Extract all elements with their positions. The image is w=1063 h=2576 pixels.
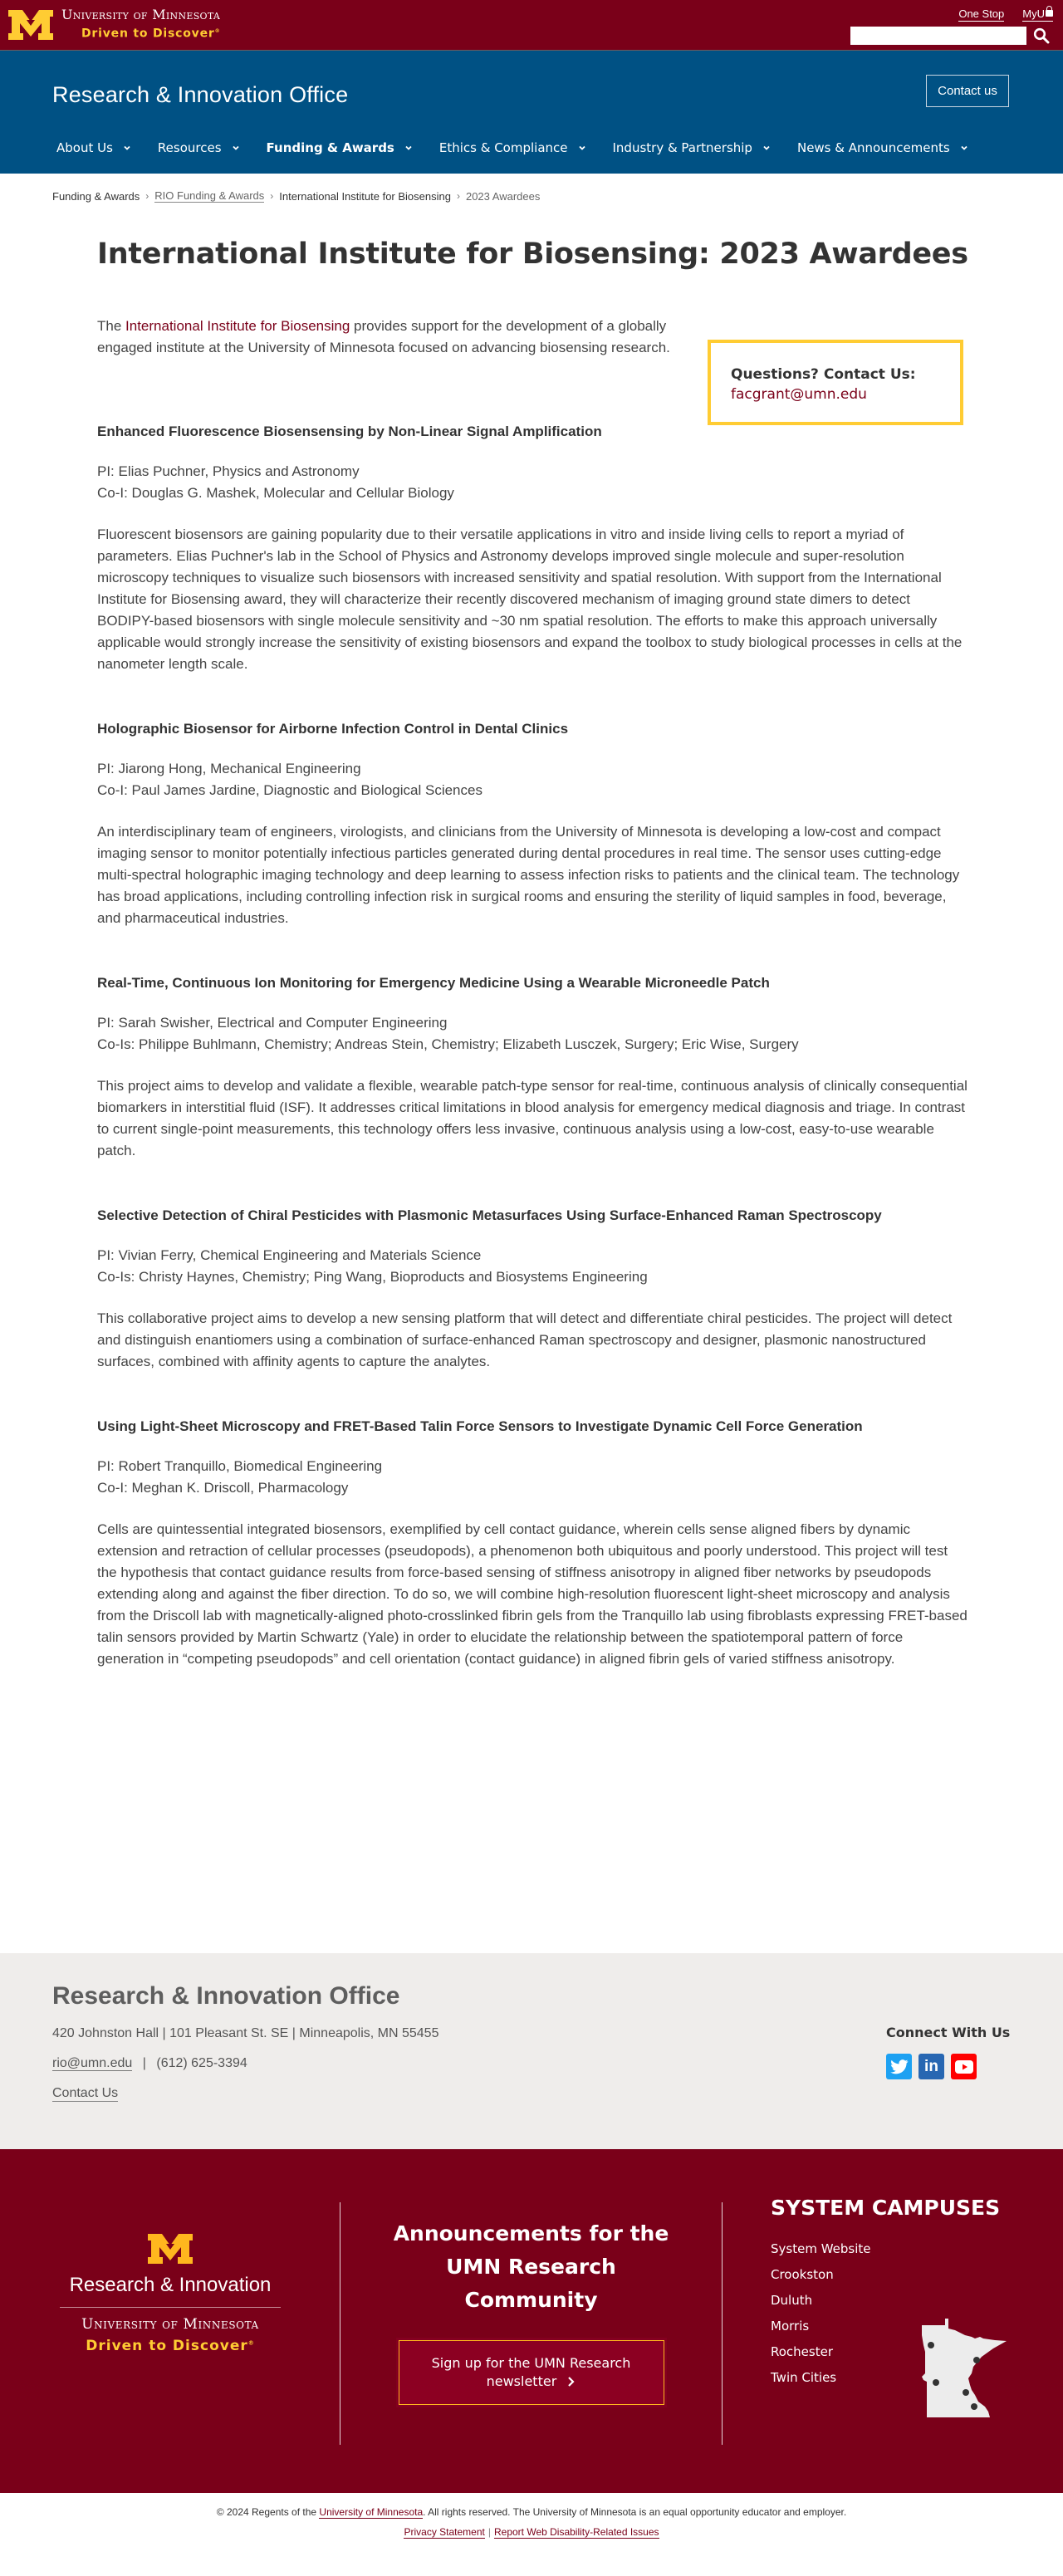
chevron-down-icon [762, 144, 771, 152]
award-coi: Co-Is: Philippe Buhlmann, Chemistry; Andreas Stein, Chemistry; Elizabeth Lusczek, Surgery; Eric Wise, Surgery [97, 1036, 799, 1052]
legal-links [0, 2526, 1063, 2538]
footer-email-link[interactable]: rio@umn.edu [52, 2056, 133, 2070]
contact-heading: Questions? Contact Us: [731, 366, 916, 383]
award-item [97, 971, 969, 1162]
campus-link[interactable]: Duluth [771, 2293, 813, 2308]
signup-line-2 [487, 2373, 576, 2391]
campus-link[interactable]: Crookston [771, 2267, 834, 2282]
award-description: This project aims to develop and validate a flexible, wearable patch-type sensor for real-time, continuous analysis of clinically consequential biomarkers in interstitial fluid (ISF). It addresses critical limitations in blood analysis for emergency medical diagnosis and triage. In contrast to current single-point measurements, this technology offers less invasive, continuous analysis using a low-cost, easy-to-use wearable patch. [97, 1078, 967, 1158]
signup-line: newsletter [486, 2373, 557, 2389]
footer-tagline: Driven to Discover® [86, 2338, 255, 2354]
linkedin-link[interactable] [918, 2054, 944, 2079]
footer-contact-line [52, 2056, 247, 2071]
award-investigators [97, 1012, 969, 1055]
announcements-heading-line: UMN Research [446, 2255, 616, 2279]
chevron-down-icon [232, 144, 240, 152]
intro-text-after: provides support for the development of a globally engaged institute at the University of Minnesota focused on advancing biosensing research. [97, 318, 670, 355]
linkedin-icon: in [924, 2057, 938, 2075]
university-name: University of Minnesota [61, 7, 221, 22]
award-description: Fluorescent biosensors are gaining popularity due to their versatile applications in vitro and inside living cells to report a myriad of parameters. Elias Puchner's lab in the School of Physics and Astronomy develops improved single molecule and super-resolution microscopy techniques to visualize such biosensors with increased sensitivity and spatial resolution. With support from the International Institute for Biosensing award, they will characterize their recently discovered mechanism of imaging ground state dimers to detect BODIPY-based biosensors with single molecule sensitivity and ~30 nm spatial resolution. The efforts to make this approach universally applicable would strongly increase the sensitivity of existing biosensors and expand the toolbox to study biological processes in cells at the nanometer length scale. [97, 526, 963, 672]
nav-item-resources[interactable] [158, 140, 240, 155]
chevron-down-icon [960, 144, 968, 152]
chevron-down-icon [123, 144, 131, 152]
footer-logo-divider [60, 2307, 281, 2308]
breadcrumb-separator-icon: › [270, 190, 274, 202]
footer-address: 420 Johnston Hall | 101 Pleasant St. SE | Minneapolis, MN 55455 [52, 2026, 439, 2040]
announcements-column [340, 2149, 722, 2405]
footer-contact-us-link[interactable]: Contact Us [52, 2086, 119, 2100]
award-item [97, 419, 969, 675]
footer-maroon [0, 2149, 1063, 2493]
main-nav [56, 122, 995, 174]
breadcrumb-item[interactable]: RIO Funding & Awards [154, 189, 265, 202]
announcements-heading [340, 2217, 722, 2317]
utility-links [958, 7, 1053, 22]
legal-separator: | [487, 2526, 491, 2538]
footer-logo-column [0, 2149, 340, 2493]
minnesota-map-icon [920, 2319, 1012, 2418]
footer-logo-title: Research & Innovation [69, 2274, 272, 2296]
nav-item-funding-awards[interactable] [267, 140, 413, 155]
footer-university-name: University of Minnesota [81, 2316, 259, 2333]
youtube-link[interactable] [951, 2054, 977, 2079]
nav-item-label: About Us [56, 140, 113, 155]
privacy-statement-link[interactable]: Privacy Statement [404, 2526, 485, 2538]
nav-item-news-announcements[interactable] [797, 140, 968, 155]
block-m-logo-icon [7, 8, 55, 42]
contact-email-link[interactable]: facgrant@umn.edu [731, 386, 867, 403]
award-pi: PI: Vivian Ferry, Chemical Engineering and Materials Science [97, 1247, 482, 1263]
award-description: Cells are quintessential integrated biosensors, exemplified by cell contact guidance, wherein cells sense aligned fibers by dynamic extension and retraction of cellular processes (pseudopods), a phenomenon both ubiquitous and poorly understood. This project will test the hypothesis that contact guidance results from force-based sensing of stiffness anisotropy in aligned fiber networks by pseudopods extending along and against the fiber direction. To do so, we will combine high-resolution fluorescent light-sheet microscopy and analysis from the Driscoll lab with magnetically-aligned photo-crosslinked fibrin gels from the Tranquillo lab using fibroblasts expressing FRET-based talin sensors provided by Martin Schwartz (Yale) in order to elucidate the relationship between the spatiotemporal pattern of force generation in “competing pseudopods” and cell orientation (contact guidance) in aligned fibrin gels of varied stiffness anisotropy. [97, 1521, 967, 1667]
myu-link[interactable] [1022, 7, 1053, 22]
chevron-down-icon [404, 144, 413, 152]
newsletter-signup-button[interactable] [399, 2340, 664, 2405]
main-content [0, 174, 1063, 1953]
award-investigators [97, 758, 969, 801]
search-button[interactable] [1030, 27, 1053, 45]
nav-item-label: Ethics & Compliance [438, 140, 568, 155]
umn-link[interactable]: University of Minnesota [319, 2506, 424, 2518]
award-pi: PI: Robert Tranquillo, Biomedical Engineering [97, 1458, 383, 1474]
award-coi: Co-I: Paul James Jardine, Diagnostic and Biological Sciences [97, 782, 483, 798]
nav-item-label: News & Announcements [796, 140, 950, 155]
copyright-text-after: . All rights reserved. The University of Minnesota is an equal opportunity educator and employer. [423, 2506, 847, 2518]
search-icon [1033, 27, 1050, 44]
award-title: Holographic Biosensor for Airborne Infection Control in Dental Clinics [97, 721, 569, 737]
award-investigators [97, 1456, 969, 1499]
intro-paragraph [97, 316, 678, 359]
nav-item-label: Funding & Awards [266, 140, 394, 155]
breadcrumb-item[interactable]: International Institute for Biosensing [279, 189, 451, 203]
award-item [97, 1414, 969, 1670]
copyright-text: © 2024 Regents of the [216, 2506, 320, 2518]
award-title: Real-Time, Continuous Ion Monitoring for Emergency Medicine Using a Wearable Microneedle Patch [97, 975, 770, 991]
chevron-down-icon [578, 144, 586, 152]
award-pi: PI: Elias Puchner, Physics and Astronomy [97, 463, 360, 479]
announcements-heading-line: Community [464, 2288, 598, 2312]
legal-footer [0, 2493, 1063, 2576]
award-title: Selective Detection of Chiral Pesticides with Plasmonic Metasurfaces Using Surface-Enhanced Raman Spectroscopy [97, 1207, 882, 1223]
institute-link[interactable]: International Institute for Biosensing [125, 318, 350, 334]
campus-link[interactable]: System Website [771, 2241, 871, 2256]
search-form [850, 27, 1053, 45]
breadcrumb [52, 189, 540, 203]
nav-item-industry-partnership[interactable] [613, 140, 771, 155]
twitter-link[interactable] [886, 2054, 912, 2079]
campus-list-item [771, 2236, 1000, 2262]
connect-title: Connect With Us [886, 2025, 1011, 2040]
tagline-text: Driven to Discover [81, 27, 215, 41]
award-coi: Co-I: Douglas G. Mashek, Molecular and Cellular Biology [97, 485, 454, 501]
award-title: Enhanced Fluorescence Biosensensing by Non-Linear Signal Amplification [97, 424, 602, 439]
campus-list-item [771, 2262, 1000, 2288]
award-coi: Co-Is: Christy Haynes, Chemistry; Ping Wang, Bioproducts and Biosystems Engineering [97, 1269, 648, 1285]
nav-item-label: Industry & Partnership [612, 140, 752, 155]
twitter-icon [890, 2059, 909, 2074]
award-coi: Co-I: Meghan K. Driscoll, Pharmacology [97, 1480, 349, 1496]
campus-link[interactable]: Morris [771, 2319, 810, 2334]
footer-info [0, 1953, 1063, 2149]
campuses-heading: SYSTEM CAMPUSES [771, 2196, 1001, 2220]
copyright-line [0, 2506, 1063, 2518]
contact-us-button[interactable]: Contact us [926, 75, 1009, 107]
footer-logo[interactable] [0, 2232, 340, 2354]
award-description: This collaborative project aims to develop a new sensing platform that will detect and differentiate chiral pesticides. The project will detect and distinguish enantiomers using a combination of surface-enhanced Raman spectroscopy and designer, plasmonic nanostructured surfaces, combined with affinity agents to capture the analytes. [97, 1310, 953, 1369]
lock-icon [1046, 10, 1053, 17]
umn-header [0, 0, 1063, 51]
footer-tagline-text: Driven to Discover [86, 2338, 248, 2354]
footer-divider [722, 2202, 723, 2445]
umn-logo-link[interactable] [7, 7, 220, 42]
breadcrumb-separator-icon: › [456, 190, 460, 202]
award-pi: PI: Sarah Swisher, Electrical and Computer Engineering [97, 1015, 448, 1031]
connect-with-us [886, 2025, 1010, 2079]
myu-label: MyU [1022, 7, 1045, 20]
breadcrumb-item: 2023 Awardees [465, 189, 541, 203]
youtube-icon [954, 2059, 974, 2074]
umn-tagline: Driven to Discover® [81, 27, 221, 41]
site-header [0, 51, 1063, 174]
campus-list-item [771, 2288, 1000, 2314]
chevron-right-icon [567, 2377, 576, 2387]
award-item [97, 717, 969, 929]
award-title: Using Light-Sheet Microscopy and FRET-Based Talin Force Sensors to Investigate Dynamic Cell Force Generation [97, 1418, 863, 1434]
breadcrumb-item[interactable]: Funding & Awards [52, 189, 140, 203]
campus-link[interactable]: Twin Cities [771, 2370, 837, 2385]
award-investigators [97, 1245, 969, 1288]
announcements-heading-line: Announcements for the [393, 2221, 669, 2245]
award-investigators [97, 461, 969, 504]
social-links [886, 2054, 1010, 2079]
footer-phone: (612) 625-3394 [156, 2056, 247, 2070]
block-m-logo-icon [143, 2232, 198, 2265]
one-stop-link[interactable]: One Stop [958, 7, 1005, 20]
signup-line: Sign up for the UMN Research [431, 2355, 631, 2371]
footer-office-title: Research & Innovation Office [52, 1982, 400, 2010]
footer-separator: | [142, 2056, 146, 2070]
intro-text-before: The [97, 318, 126, 334]
awards-list [97, 419, 969, 1712]
campus-link[interactable]: Rochester [771, 2344, 833, 2359]
breadcrumb-separator-icon: › [145, 190, 149, 202]
nav-item-label: Resources [157, 140, 222, 155]
nav-item-ethics-compliance[interactable] [439, 140, 586, 155]
search-input[interactable] [850, 27, 1026, 45]
award-item [97, 1203, 969, 1373]
award-pi: PI: Jiarong Hong, Mechanical Engineering [97, 761, 361, 776]
site-title[interactable]: Research & Innovation Office [52, 82, 349, 107]
page-title: International Institute for Biosensing: 2023 Awardees [97, 238, 968, 271]
report-disability-issues-link[interactable]: Report Web Disability-Related Issues [493, 2526, 659, 2538]
nav-item-about-us[interactable] [56, 140, 131, 155]
award-description: An interdisciplinary team of engineers, virologists, and clinicians from the University of Minnesota is developing a low-cost and compact imaging sensor to monitor potentially infectious particles generated during dental procedures in real time. The sensor uses cutting-edge multi-spectral holographic imaging technology and deep learning to assess infection risks to patients and the clinical team. The technology has broad applications, including controlling infection risk in surgical rooms and ensuring the sterility of liquid samples in food, beverage, and pharmaceutical industries. [97, 824, 960, 926]
contact-callout [708, 340, 963, 425]
